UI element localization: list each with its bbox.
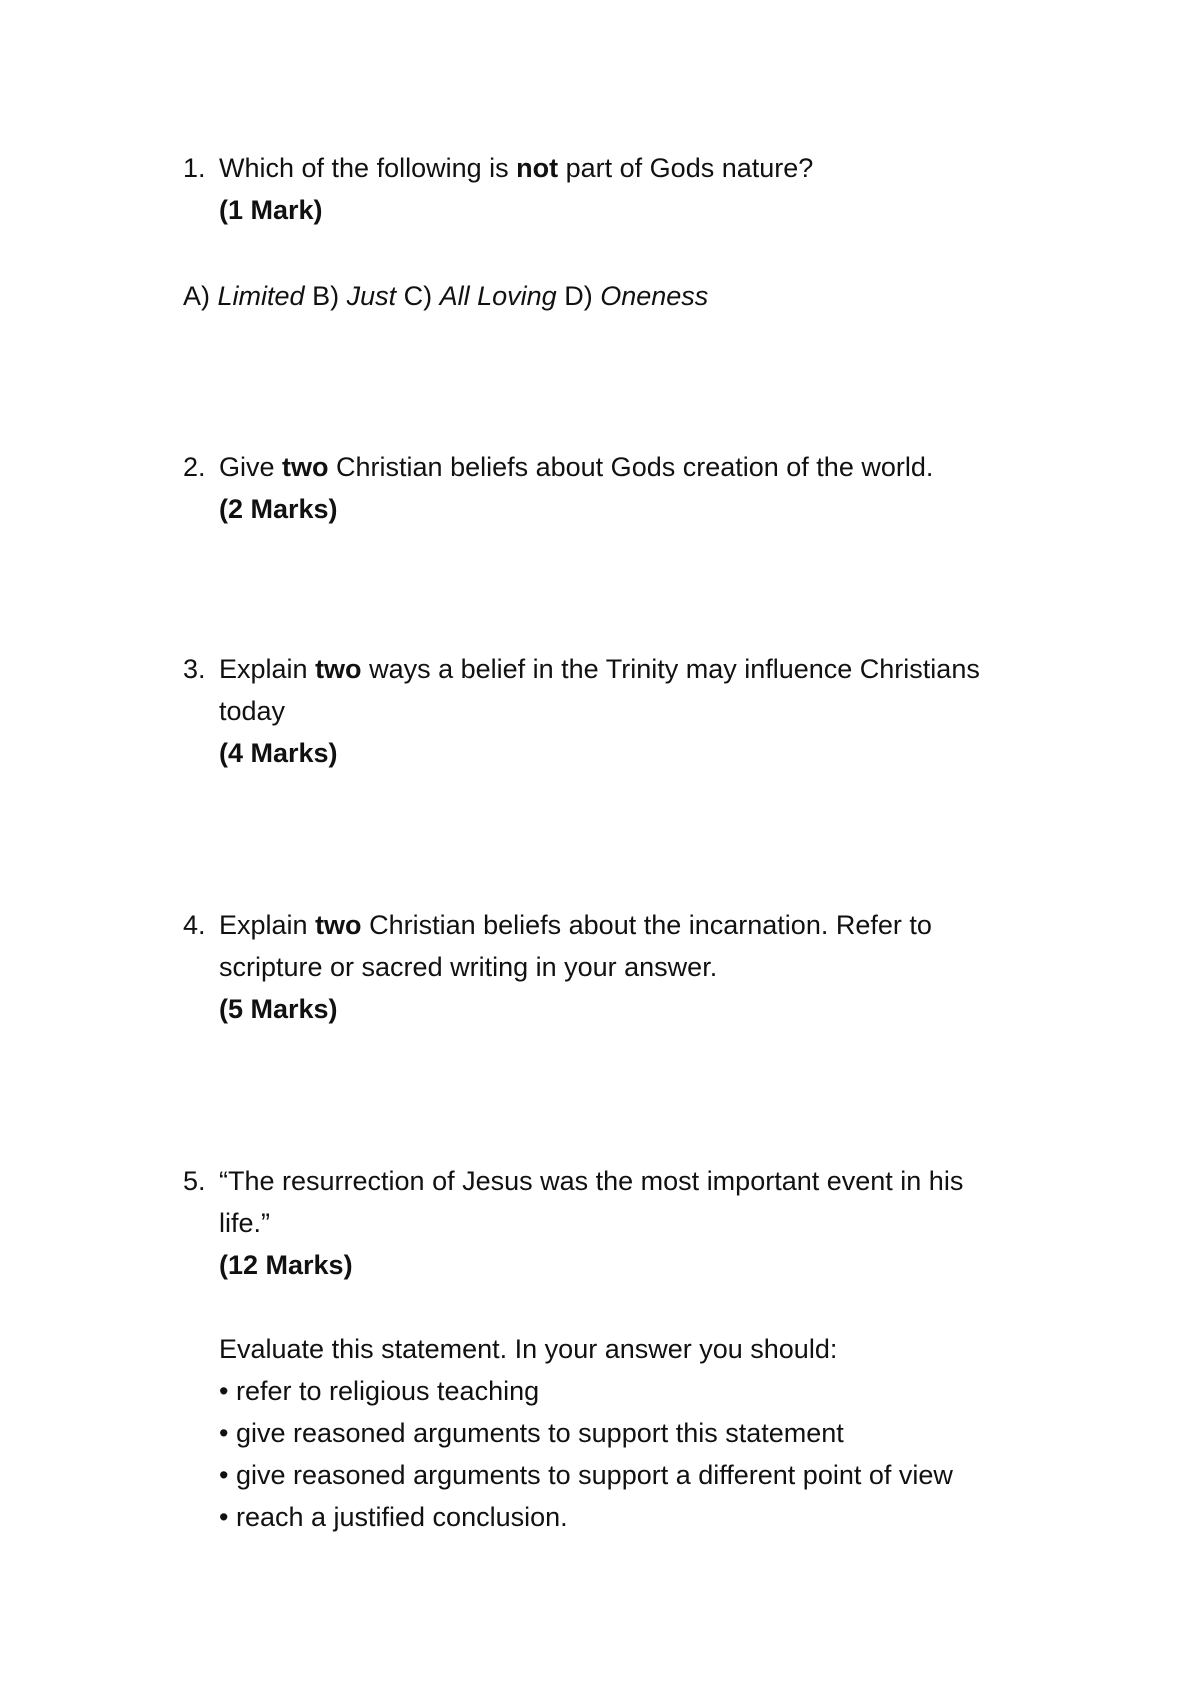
question-4-body	[219, 904, 1073, 1030]
question-4-text-line2: scripture or sacred writing in your answer.	[219, 952, 718, 982]
question-5-bullet-3: • give reasoned arguments to support a different point of view	[219, 1460, 953, 1490]
question-4-marks: (5 Marks)	[219, 994, 338, 1024]
question-5-instructions	[219, 1328, 1073, 1538]
option-b-text: Just	[346, 281, 397, 311]
question-1-marks: (1 Mark)	[219, 195, 323, 225]
question-4-text-bold: two	[315, 910, 362, 940]
question-2-text-before: Give	[219, 452, 283, 482]
question-5	[183, 1160, 1073, 1538]
question-3-number: 3.	[183, 654, 206, 684]
question-4-text-before: Explain	[219, 910, 316, 940]
question-3-text-line1: ways a belief in the Trinity may influence Christians	[361, 654, 980, 684]
question-5-bullet-1: • refer to religious teaching	[219, 1376, 540, 1406]
question-5-quote-line1: “The resurrection of Jesus was the most important event in his	[219, 1166, 964, 1196]
question-2	[183, 446, 1073, 530]
question-2-body	[219, 446, 1073, 530]
question-5-number: 5.	[183, 1166, 206, 1196]
option-b-label: B)	[304, 281, 347, 311]
question-4-number: 4.	[183, 910, 206, 940]
option-a-label: A)	[183, 281, 218, 311]
question-2-marks: (2 Marks)	[219, 494, 338, 524]
question-5-instruction-text: Evaluate this statement. In your answer you should:	[219, 1334, 838, 1364]
question-4	[183, 904, 1073, 1030]
question-3-text-bold: two	[315, 654, 362, 684]
question-3-body	[219, 648, 1073, 774]
question-5-body	[219, 1160, 1073, 1538]
option-c-text: All Loving	[439, 281, 557, 311]
question-2-number: 2.	[183, 452, 206, 482]
question-5-marks: (12 Marks)	[219, 1250, 353, 1280]
question-5-bullet-4: • reach a justified conclusion.	[219, 1502, 568, 1532]
option-d-label: D)	[556, 281, 601, 311]
question-4-text-line1: Christian beliefs about the incarnation. Refer to	[361, 910, 932, 940]
question-5-quote-line2: life.”	[219, 1208, 271, 1238]
option-c-label: C)	[396, 281, 440, 311]
question-3-marks: (4 Marks)	[219, 738, 338, 768]
option-d-text: Oneness	[600, 281, 709, 311]
question-1-text-bold: not	[516, 153, 559, 183]
question-3-text-before: Explain	[219, 654, 316, 684]
question-1-body	[219, 147, 1073, 231]
question-1-text-before: Which of the following is	[219, 153, 517, 183]
question-2-text-bold: two	[282, 452, 329, 482]
question-1-options	[183, 275, 1073, 317]
question-3	[183, 648, 1073, 774]
question-1-number: 1.	[183, 153, 206, 183]
option-a-text: Limited	[217, 281, 305, 311]
question-2-text-after: Christian beliefs about Gods creation of the world.	[328, 452, 934, 482]
question-5-bullet-2: • give reasoned arguments to support this statement	[219, 1418, 844, 1448]
question-1-text-after: part of Gods nature?	[558, 153, 814, 183]
question-1	[183, 147, 1073, 231]
question-3-text-line2: today	[219, 696, 286, 726]
